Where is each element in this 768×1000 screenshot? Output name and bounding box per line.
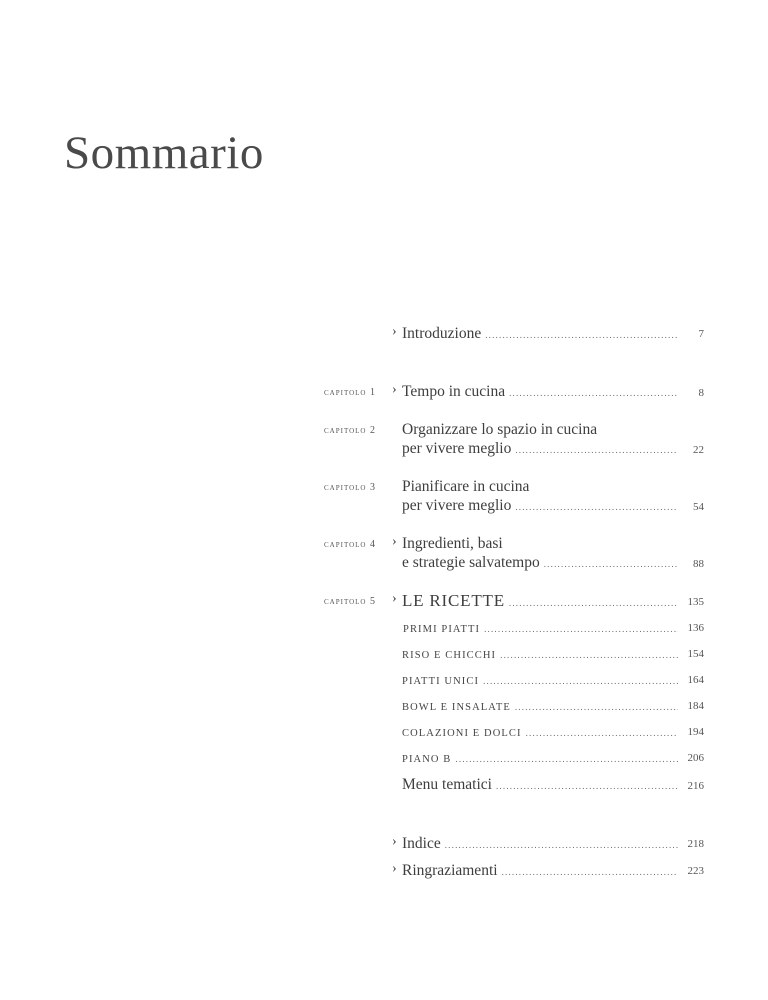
- page-number: 194: [687, 726, 704, 738]
- toc-entry-text-line1: Organizzare lo spazio in cucina: [402, 421, 598, 438]
- page-number: 216: [687, 780, 704, 792]
- arrow-icon: ›: [392, 861, 397, 876]
- page-number: 154: [687, 648, 704, 660]
- toc-entry-text: Indice .....: [402, 834, 678, 855]
- toc-entry-text: PIATTI UNICI .....: [402, 672, 678, 691]
- chapter-label: capitolo 4: [324, 539, 376, 550]
- page-number: 7: [698, 328, 704, 340]
- toc-entry-text-line2: e strategie salvatempo .....: [402, 553, 678, 574]
- page-number: 8: [698, 387, 704, 399]
- toc-entry-text: LE RICETTE .....: [402, 591, 678, 613]
- arrow-icon: ›: [392, 382, 397, 397]
- toc-entry-text: COLAZIONI E DOLCI .....: [402, 724, 678, 743]
- arrow-icon: ›: [392, 591, 397, 606]
- page-number: 206: [687, 752, 704, 764]
- toc-entry-text-line1: Pianificare in cucina: [402, 478, 530, 495]
- arrow-icon: ›: [392, 534, 397, 549]
- toc-entry-text: RISO E CHICCHI .....: [402, 646, 678, 665]
- page-number: 184: [687, 700, 704, 712]
- page-number: 164: [687, 674, 704, 686]
- chapter-label: capitolo 3: [324, 482, 376, 493]
- chapter-label: capitolo 1: [324, 387, 376, 398]
- chapter-label: capitolo 5: [324, 596, 376, 607]
- toc-entry-text: Introduzione .....: [402, 324, 678, 345]
- page-number: 218: [687, 838, 704, 850]
- page-number: 135: [687, 596, 704, 608]
- page-number: 22: [693, 444, 704, 456]
- page-number: 136: [687, 622, 704, 634]
- chapter-label: capitolo 2: [324, 425, 376, 436]
- toc-entry-text: Menu tematici .....: [402, 775, 678, 796]
- toc-entry-text: Tempo in cucina .....: [402, 382, 678, 403]
- page-title: Sommario: [64, 127, 264, 179]
- page-number: 223: [687, 865, 704, 877]
- arrow-icon: ›: [392, 324, 397, 339]
- arrow-icon: ›: [392, 834, 397, 849]
- page-number: 54: [693, 501, 704, 513]
- toc-entry-text-line1: Ingredienti, basi: [402, 535, 503, 552]
- page-number: 88: [693, 558, 704, 570]
- toc-entry-text: PIANO B .....: [402, 750, 678, 769]
- toc-entry-text: BOWL E INSALATE .....: [402, 698, 678, 717]
- toc-entry-text: PRIMI PIATTI .....: [403, 620, 678, 639]
- toc-entry-text: Ringraziamenti .....: [402, 861, 678, 882]
- toc-entry-text-line2: per vivere meglio .....: [402, 496, 678, 517]
- toc-entry-text-line2: per vivere meglio .....: [402, 439, 678, 460]
